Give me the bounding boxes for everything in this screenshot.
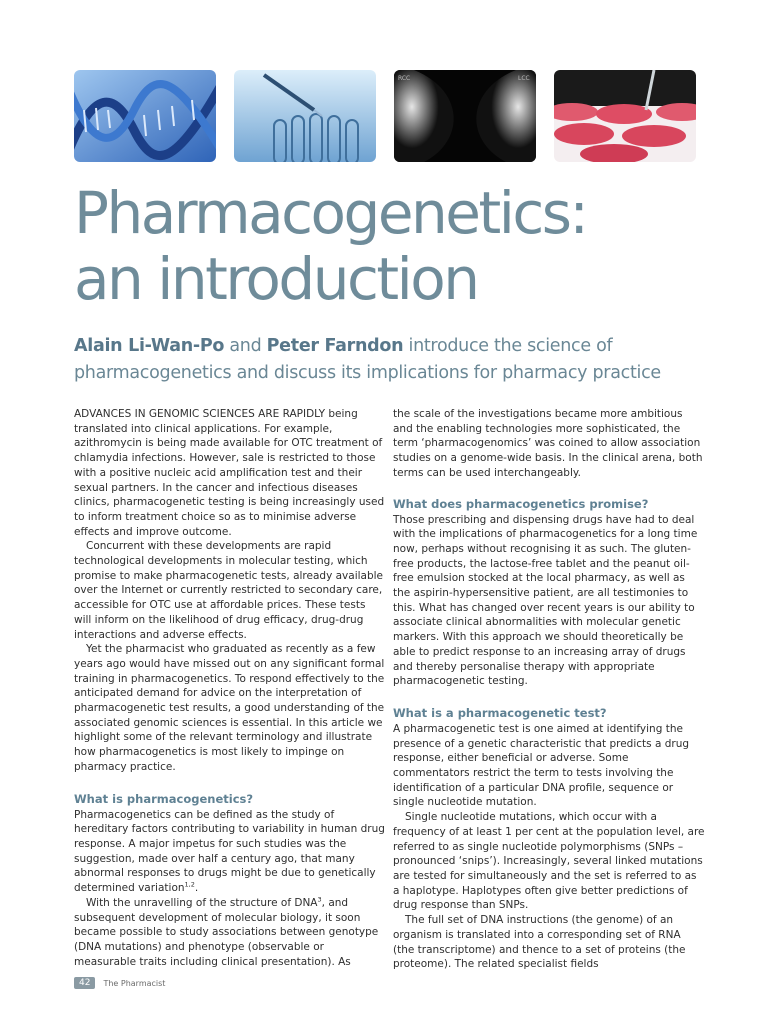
body-paragraph (74, 407, 386, 539)
test-tubes-image (234, 70, 376, 162)
right-column (393, 407, 705, 972)
author-1: Alain Li-Wan-Po (74, 336, 225, 356)
svg-text:LCC: LCC (518, 75, 530, 82)
title-line-2: an introduction (74, 245, 478, 313)
paragraph-text: , and subsequent development of molecular biology, it soon became possible to study associations between genotype (DNA mutations) and phenotype (observable or measurable traits including clinical presentation). As (74, 896, 379, 968)
section-heading: What does pharmacogenetics promise? (393, 496, 649, 511)
standfirst-text: introduce the science of pharmacogenetics and discuss its implications for pharmacy practice (74, 336, 661, 383)
paragraph-text: . (194, 882, 199, 895)
magazine-name: The Pharmacist (103, 978, 166, 988)
citation: 1,2 (184, 880, 195, 889)
page-footer (74, 976, 165, 990)
photo-strip (74, 70, 696, 162)
left-column (74, 407, 386, 969)
dna-helix-image (74, 70, 216, 162)
paragraph-text: being translated into clinical applications. For example, azithromycin is being made available for OTC treatment of chlamydia infections. However, sale is restricted to those with a positive nucleic acid amplification test and their sexual partners. In the cancer and infectious diseases clinics, pharmacogenetic testing is being increasingly used to inform treatment choice so as to minimise adverse effects and improve outcome. (74, 408, 385, 538)
title-line-1: Pharmacogenetics: (74, 179, 587, 247)
paragraph-text: With the unravelling of the structure of DNA (86, 896, 318, 909)
body-paragraph (74, 896, 386, 970)
body-paragraph: The full set of DNA instructions (the genome) of an organism is translated into a corresponding set of RNA (the transcriptome) and thence to a set of proteins (the proteome). The related specialist fields (393, 914, 686, 971)
standfirst (74, 333, 694, 387)
lead-in: ADVANCES IN GENOMIC SCIENCES ARE RAPIDLY (74, 408, 326, 420)
body-paragraph: Those prescribing and dispensing drugs have had to deal with the implications of pharmacogenetics for a long time now, perhaps without recognising it as such. The gluten-free products, the lactose-free tablet and the peanut oil-free emulsion stocked at the local pharmacy, as well as the aspirin-hypersensitive patient, are all testimonies to this. What has changed over recent years is our ability to associate clinical abnormalities with molecular genetic markers. With this approach we should theoretically be able to predict response to an increasing array of drugs and thereby personalise therapy with appropriate pharmacogenetic testing. (393, 513, 698, 688)
section-heading: What is pharmacogenetics? (74, 791, 254, 806)
body-paragraph: Single nucleotide mutations, which occur with a frequency of at least 1 per cent at the population level, are referred to as single nucleotide polymorphisms (SNPs – pronounced ‘snips’). Increasingly, several linked mutations are tested for simultaneously and the set is referred to as a haplotype. Haplotypes often give better predictions of drug response than SNPs. (393, 811, 705, 912)
body-paragraph: Yet the pharmacist who graduated as recently as a few years ago would have missed out on any significant formal training in pharmacogenetics. To respond effectively to the anticipated demand for advice on the interpretation of pharmacogenetic test results, a good understanding of the associated genomic sciences is essential. In this article we highlight some of the relevant terminology and illustrate how pharmacogenetics is most likely to impinge on pharmacy practice. (74, 643, 385, 773)
body-paragraph: A pharmacogenetic test is one aimed at identifying the presence of a genetic characteristic that predicts a drug response, either beneficial or adverse. Some commentators restrict the term to tests involving the identification of a particular DNA profile, sequence or single nucleotide mutation. (393, 722, 690, 809)
petri-dishes-image (554, 70, 696, 162)
article-title (74, 180, 586, 312)
page-number: 42 (74, 977, 95, 989)
paragraph-text: Pharmacogenetics can be defined as the study of hereditary factors contributing to variability in human drug response. A major impetus for such studies was the suggestion, made over half a century ago, that many abnormal responses to drugs might be due to genetically determined variation (74, 808, 385, 895)
svg-text:RCC: RCC (398, 75, 411, 82)
author-2: Peter Farndon (266, 336, 404, 356)
mammogram-image (394, 70, 536, 162)
body-paragraph: the scale of the investigations became more ambitious and the enabling technologies more sophisticated, the term ‘pharmacogenomics’ was coined to allow association studies on a genome-wide basis. In the clinical arena, both terms can be used interchangeably. (393, 408, 703, 479)
section-heading: What is a pharmacogenetic test? (393, 705, 607, 720)
body-paragraph (74, 808, 386, 896)
standfirst-join: and (224, 336, 267, 356)
body-paragraph: Concurrent with these developments are rapid technological developments in molecular testing, which promise to make pharmacogenetic tests, already available over the Internet or currently restricted to secondary care, accessible for OTC use at affordable prices. These tests will inform on the likelihood of drug efficacy, drug-drug interactions and adverse effects. (74, 540, 384, 641)
citation: 3 (317, 895, 322, 904)
